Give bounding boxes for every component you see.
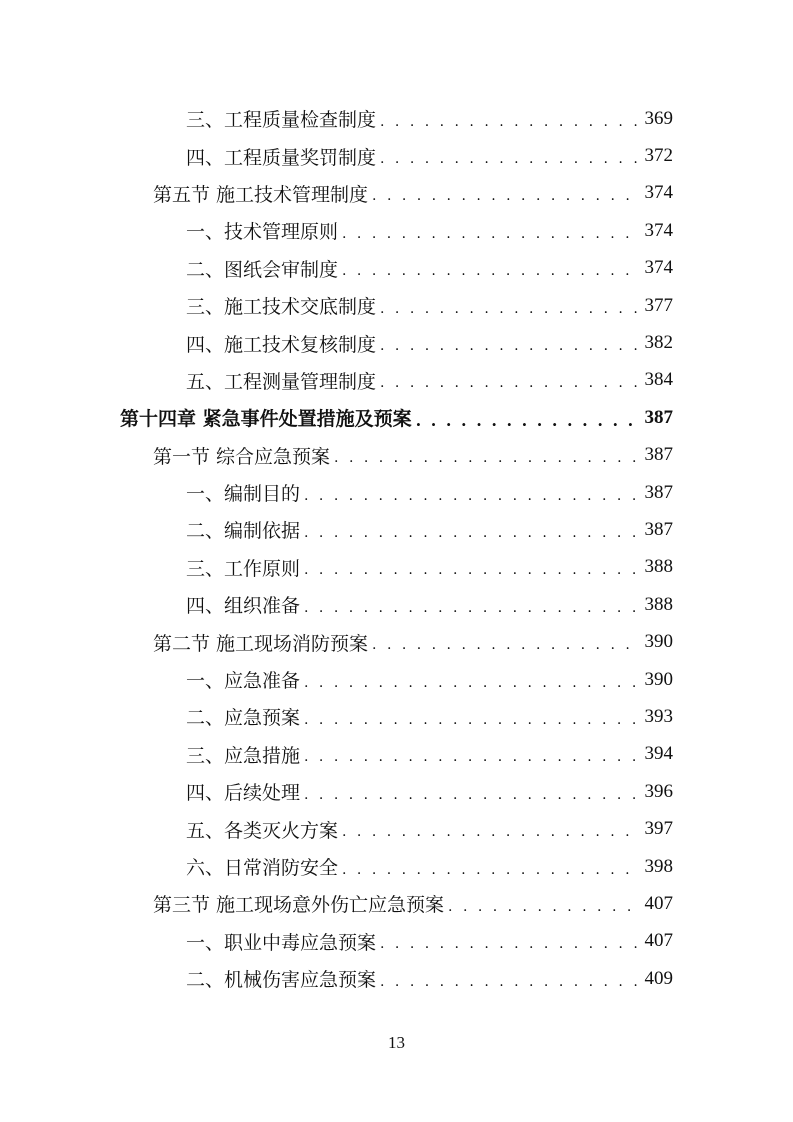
toc-entry[interactable] xyxy=(0,549,793,586)
toc-entry-chapter[interactable] xyxy=(0,399,793,436)
toc-entry-title: 第一节 综合应急预案 xyxy=(153,445,331,468)
toc-entry-title: 四、工程质量奖罚制度 xyxy=(186,146,377,169)
toc-entry-page: 394 xyxy=(644,743,673,765)
toc-entry-title: 二、编制依据 xyxy=(186,520,301,543)
dot-leader xyxy=(304,563,637,577)
dot-leader xyxy=(342,227,637,241)
toc-entry-page: 393 xyxy=(644,705,673,727)
toc-entry-title: 一、技术管理原则 xyxy=(186,221,339,244)
dot-leader xyxy=(304,676,637,690)
toc-entry-title: 三、工程质量检查制度 xyxy=(186,109,377,132)
dot-leader xyxy=(380,937,637,951)
toc-entry-title: 一、编制目的 xyxy=(186,483,301,506)
dot-leader xyxy=(342,825,637,839)
toc-entry-page: 384 xyxy=(644,369,673,391)
toc-entry-page: 372 xyxy=(644,145,673,167)
toc-entry-section[interactable] xyxy=(0,885,793,922)
dot-leader xyxy=(380,339,637,353)
toc-entry[interactable] xyxy=(0,100,793,137)
toc-entry-title: 三、施工技术交底制度 xyxy=(186,296,377,319)
toc-entry-page: 387 xyxy=(644,406,673,428)
dot-leader xyxy=(304,788,637,802)
toc-entry[interactable] xyxy=(0,250,793,287)
toc-entry-page: 369 xyxy=(644,107,673,129)
toc-entry-title: 四、施工技术复核制度 xyxy=(186,333,377,356)
toc-entry-page: 387 xyxy=(644,481,673,503)
toc-entry-page: 396 xyxy=(644,780,673,802)
toc-entry-section[interactable] xyxy=(0,623,793,660)
toc-entry-page: 377 xyxy=(644,294,673,316)
toc-entry[interactable] xyxy=(0,474,793,511)
dot-leader xyxy=(372,638,637,652)
toc-entry[interactable] xyxy=(0,324,793,361)
dot-leader xyxy=(380,376,637,390)
dot-leader xyxy=(334,451,637,465)
toc-entry-title: 二、应急预案 xyxy=(186,707,301,730)
dot-leader xyxy=(304,526,637,540)
toc-entry[interactable] xyxy=(0,661,793,698)
toc-entry[interactable] xyxy=(0,960,793,997)
toc-entry[interactable] xyxy=(0,511,793,548)
toc-entry-page: 374 xyxy=(644,219,673,241)
toc-entry[interactable] xyxy=(0,736,793,773)
table-of-contents xyxy=(0,100,793,997)
dot-leader xyxy=(448,900,637,914)
toc-entry-page: 407 xyxy=(644,930,673,952)
toc-entry-page: 390 xyxy=(644,631,673,653)
toc-entry-title: 第五节 施工技术管理制度 xyxy=(153,183,369,206)
toc-entry-title: 三、应急措施 xyxy=(186,744,301,767)
toc-entry-page: 374 xyxy=(644,182,673,204)
toc-entry-title: 五、各类灭火方案 xyxy=(186,819,339,842)
toc-entry-page: 407 xyxy=(644,892,673,914)
toc-entry[interactable] xyxy=(0,137,793,174)
toc-entry[interactable] xyxy=(0,810,793,847)
toc-entry-title: 一、职业中毒应急预案 xyxy=(186,931,377,954)
toc-entry-title: 四、组织准备 xyxy=(186,595,301,618)
toc-entry-page: 409 xyxy=(644,967,673,989)
toc-entry-page: 374 xyxy=(644,257,673,279)
toc-entry[interactable] xyxy=(0,923,793,960)
dot-leader xyxy=(380,975,637,989)
toc-entry-title: 第十四章 紧急事件处置措施及预案 xyxy=(120,408,412,431)
toc-entry-page: 390 xyxy=(644,668,673,690)
toc-entry-page: 397 xyxy=(644,818,673,840)
dot-leader xyxy=(380,115,637,129)
page-number: 13 xyxy=(388,1033,405,1052)
toc-entry[interactable] xyxy=(0,773,793,810)
toc-entry-title: 三、工作原则 xyxy=(186,557,301,580)
toc-entry-title: 第二节 施工现场消防预案 xyxy=(153,632,369,655)
dot-leader xyxy=(304,713,637,727)
dot-leader xyxy=(416,413,637,429)
dot-leader xyxy=(304,750,637,764)
toc-entry-page: 388 xyxy=(644,593,673,615)
toc-entry-title: 四、后续处理 xyxy=(186,782,301,805)
dot-leader xyxy=(304,489,637,503)
dot-leader xyxy=(380,302,637,316)
toc-entry[interactable] xyxy=(0,586,793,623)
toc-entry-title: 二、机械伤害应急预案 xyxy=(186,969,377,992)
toc-entry-section[interactable] xyxy=(0,437,793,474)
toc-entry-page: 387 xyxy=(644,444,673,466)
toc-entry-page: 382 xyxy=(644,332,673,354)
toc-entry-title: 五、工程测量管理制度 xyxy=(186,370,377,393)
dot-leader xyxy=(372,189,637,203)
toc-entry-title: 第三节 施工现场意外伤亡应急预案 xyxy=(153,894,445,917)
toc-entry[interactable] xyxy=(0,362,793,399)
toc-entry-title: 二、图纸会审制度 xyxy=(186,258,339,281)
toc-entry-title: 六、日常消防安全 xyxy=(186,857,339,879)
dot-leader xyxy=(342,863,637,877)
dot-leader xyxy=(380,152,637,166)
toc-entry[interactable] xyxy=(0,212,793,249)
dot-leader xyxy=(342,264,637,278)
toc-entry[interactable] xyxy=(0,848,793,885)
toc-entry-page: 398 xyxy=(644,855,673,877)
toc-entry[interactable] xyxy=(0,698,793,735)
dot-leader xyxy=(304,601,637,615)
toc-entry-page: 387 xyxy=(644,518,673,540)
toc-entry[interactable] xyxy=(0,287,793,324)
toc-entry-page: 388 xyxy=(644,556,673,578)
toc-entry-section[interactable] xyxy=(0,175,793,212)
toc-entry-title: 一、应急准备 xyxy=(186,670,301,693)
